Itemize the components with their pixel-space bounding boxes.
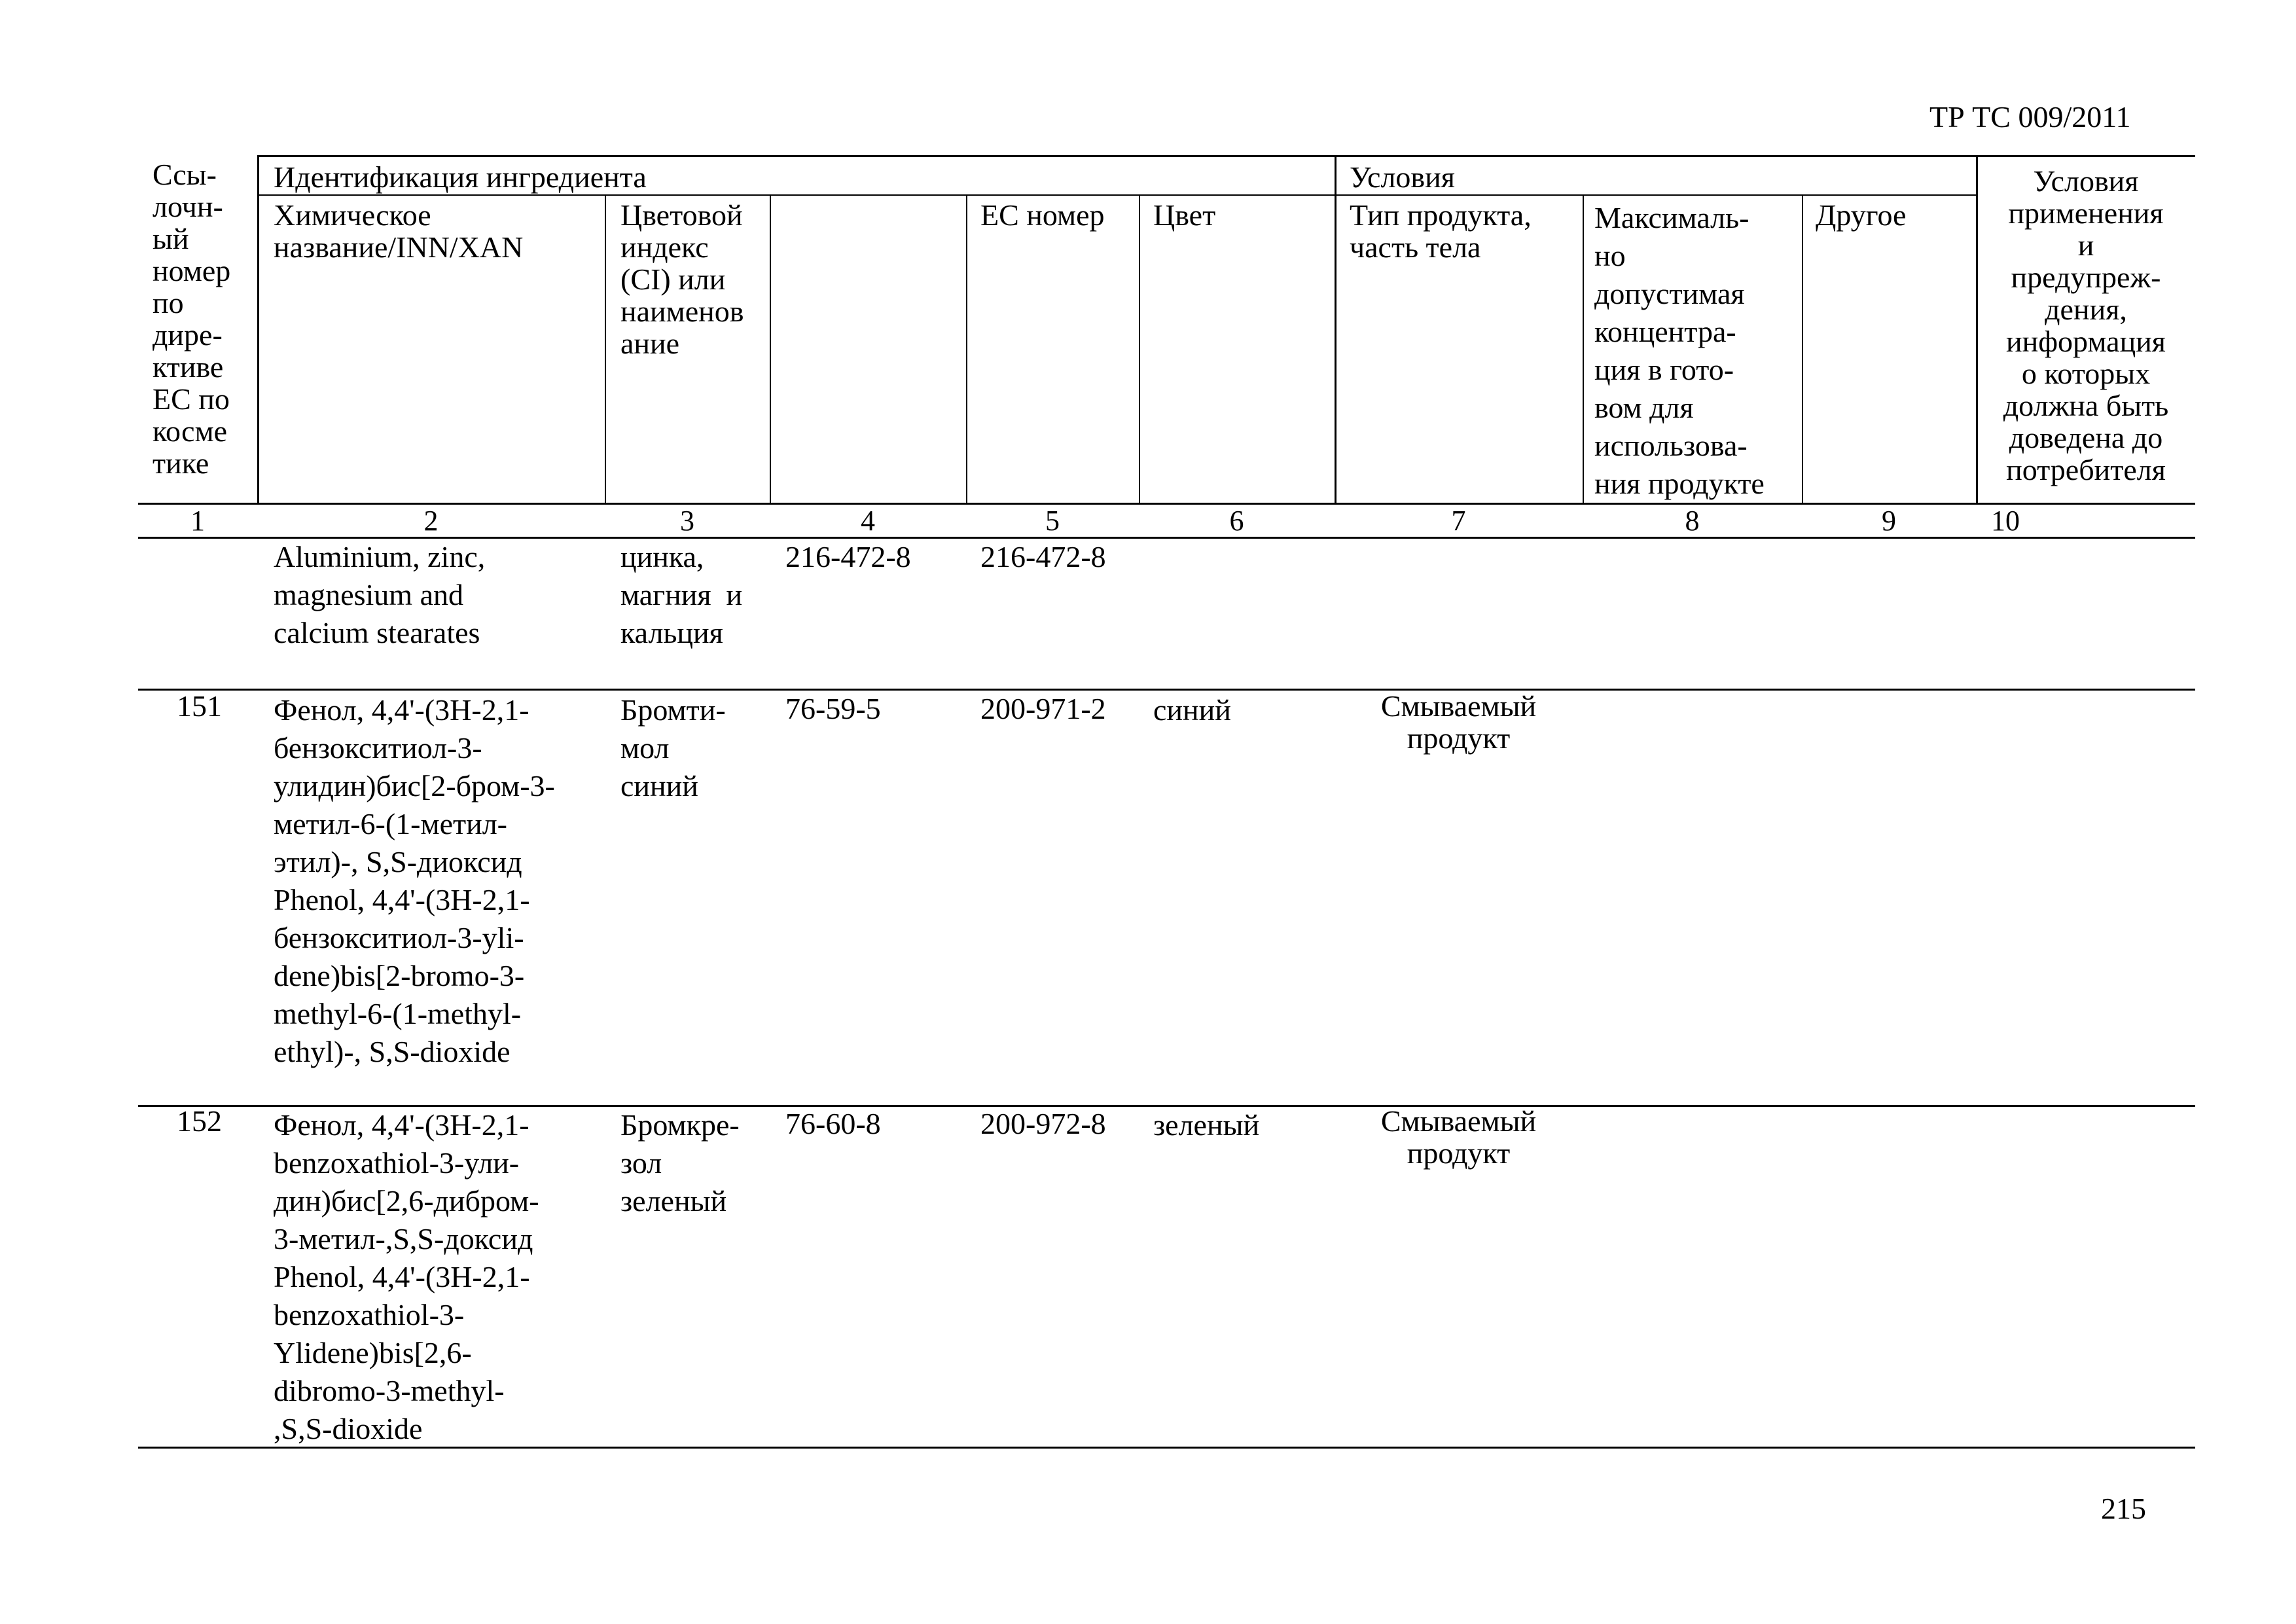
column-number: 1 — [190, 505, 205, 537]
row-cas-number: 76-59-5 — [785, 692, 881, 725]
col-divider-9 — [1976, 155, 1978, 504]
row-ec-number: 200-971-2 — [980, 692, 1106, 725]
column-number: 6 — [1229, 505, 1244, 537]
header-usage-conditions: Условия применения и предупреж- дения, информация о которых должна быть доведена до потребителя — [2003, 164, 2169, 486]
row-color: синий — [1153, 693, 1231, 727]
col-divider-6 — [1335, 155, 1336, 504]
page-number: 215 — [2101, 1492, 2146, 1525]
header-other: Другое — [1816, 198, 1907, 232]
col-divider-3 — [770, 194, 771, 504]
row-chemical-name: Фенол, 4,4'-(3Н-2,1- бензокситиол-3- улидин)бис[2-бром-3- метил-6-(1-метил- этил)-, S,S-диоксид Phenol, 4,4'-(3H-2,1- бензокситиол-3-yli- dene)bis[2-bromo-3- methyl-6-(1-methyl- ethyl)-, S,S-dioxide — [274, 693, 555, 1068]
header-ingredient-identification: Идентификация ингредиента — [274, 160, 647, 194]
header-product-type: Тип продукта, часть тела — [1350, 198, 1532, 264]
row-ref-number: 152 — [177, 1104, 222, 1138]
col-divider-1 — [257, 155, 259, 504]
column-number: 4 — [861, 505, 875, 537]
col-divider-8 — [1802, 194, 1803, 504]
column-number: 8 — [1685, 505, 1700, 537]
row-chemical-name: Aluminium, zinc, magnesium and calcium stearates — [274, 540, 486, 649]
column-number: 2 — [423, 505, 439, 537]
header-color-index: Цветовой индекс (CI) или наименов ание — [620, 198, 744, 360]
row-ec-number: 200-972-8 — [980, 1107, 1106, 1140]
row-chemical-name: Фенол, 4,4'-(3Н-2,1- benzoxathiol-3-ули- дин)бис[2,6-дибром- 3-метил-,S,S-доксид Phenol, 4,4'-(3H-2,1- benzoxathiol-3- Ylidene)bis[2,6- dibromo-3-methyl- ,S,S-dioxide — [274, 1108, 539, 1445]
row-product-type: Смываемый продукт — [1380, 689, 1537, 755]
table-top-border — [257, 155, 2195, 157]
column-number: 3 — [680, 505, 694, 537]
header-ec-number: ЕС номер — [980, 198, 1105, 232]
row-color: зеленый — [1153, 1108, 1260, 1142]
row-ec-number: 216-472-8 — [980, 540, 1106, 573]
row-product-type: Смываемый продукт — [1380, 1104, 1537, 1170]
col-divider-4 — [966, 194, 967, 504]
row-divider-1 — [138, 689, 2195, 691]
col-divider-7 — [1583, 194, 1584, 504]
col-divider-2 — [605, 194, 606, 504]
column-number: 10 — [1991, 505, 2020, 537]
ident-group-underline — [257, 194, 1977, 196]
row-color-index: Бромти- мол синий — [620, 693, 726, 803]
document-header-title: ТР ТС 009/2011 — [1929, 100, 2131, 134]
row-color-index: цинка, магния и кальция — [620, 540, 743, 649]
row-cas-number: 216-472-8 — [785, 540, 911, 573]
column-number: 9 — [1882, 505, 1896, 537]
column-number: 7 — [1451, 505, 1466, 537]
header-max-concentration: Максималь- но допустимая концентра- ция в гото- вом для использова- ния продукте — [1594, 201, 1765, 500]
header-ref-number: Ссы- лочн- ый номер по дире- ктиве ЕС по косме тике — [152, 158, 231, 480]
header-color: Цвет — [1153, 198, 1216, 232]
row-color-index: Бромкре- зол зеленый — [620, 1108, 740, 1218]
row-ref-number: 151 — [177, 689, 222, 723]
header-conditions: Условия — [1350, 160, 1455, 194]
row-cas-number: 76-60-8 — [785, 1107, 881, 1140]
col-divider-5 — [1139, 194, 1140, 504]
column-number: 5 — [1045, 505, 1060, 537]
header-chemical-name: Химическое название/INN/XAN — [274, 198, 524, 264]
